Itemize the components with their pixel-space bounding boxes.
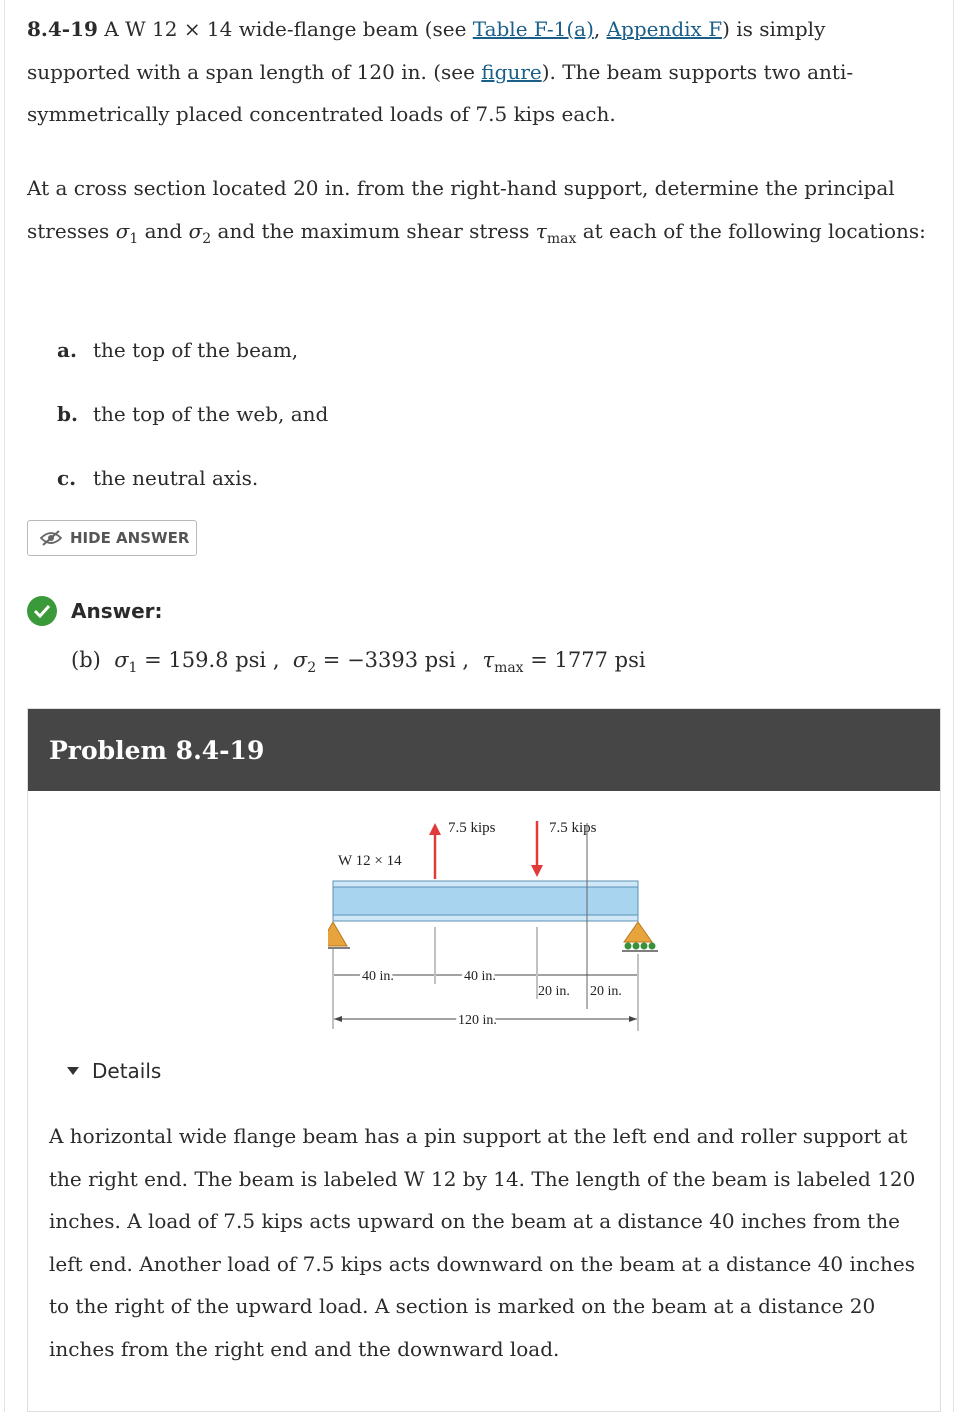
answer-label: Answer: — [71, 599, 163, 623]
sigma-1: $\sigma_1$ — [115, 218, 139, 247]
item-letter: c. — [57, 466, 77, 490]
figure-description: A horizontal wide flange beam has a pin support at the left end and roller support at the right end. The beam is labeled W 12 by 14. The length of the beam is labeled 120 inches. A load of 7.5 kips acts upward on the beam at a distance 40 inches from the left end. Another load of 7.5 kips acts downward on the beam at a distance 40 inches to the right of the upward load. A section is marked on the beam at a distance 20 inches from the right end and the downward load. — [49, 1124, 916, 1361]
beam-bottom-flange — [333, 915, 638, 921]
load-down-label: 7.5 kips — [549, 820, 597, 836]
dim-120: 120 in. — [458, 1013, 497, 1028]
roller — [641, 943, 648, 950]
question-part: at each of the following locations: — [576, 218, 926, 243]
details-label: Details — [92, 1059, 162, 1083]
problem-statement — [27, 8, 927, 136]
dim-20a: 20 in. — [538, 984, 570, 999]
roller — [649, 943, 656, 950]
dim-20b: 20 in. — [590, 984, 622, 999]
list-item — [57, 464, 258, 492]
caret-down-icon — [66, 1066, 80, 1076]
roller — [633, 943, 640, 950]
item-text: the neutral axis. — [93, 466, 259, 490]
question-part: and — [138, 218, 189, 243]
hide-answer-button[interactable] — [27, 520, 197, 556]
page — [4, 0, 954, 1412]
list-item — [57, 336, 298, 364]
answer-part: (b) — [71, 648, 101, 672]
eye-slash-icon — [40, 530, 62, 546]
appendix-link[interactable]: Appendix F — [606, 17, 723, 41]
question-part: At a cross section located 20 in. from the right-hand support, determine the principal stresses — [27, 176, 895, 243]
problem-text: , — [593, 17, 607, 41]
hide-answer-label: HIDE ANSWER — [70, 529, 190, 547]
load-up-label: 7.5 kips — [448, 820, 496, 836]
sigma-2: $\sigma_2$ — [188, 218, 212, 247]
pin-support — [328, 922, 347, 946]
dim-arrowhead — [334, 1016, 342, 1022]
problem-text: ). The beam supports two anti-symmetrically placed concentrated loads of 7.5 kips each. — [27, 59, 854, 126]
problem-text: ) is simply supported with a span length of 120 in. (see — [27, 17, 826, 84]
sigma2-value: −3393 psi — [347, 648, 456, 672]
beam-label: W 12 × 14 — [338, 853, 402, 869]
load-up-arrowhead — [429, 823, 441, 835]
item-letter: a. — [57, 338, 77, 362]
problem-text: A W 12 × 14 wide-flange beam (see — [104, 17, 473, 41]
question-text — [27, 167, 927, 260]
figure-link[interactable]: figure — [481, 59, 542, 84]
problem-number: 8.4-19 — [27, 17, 98, 41]
beam-figure — [328, 809, 668, 1039]
tau-max-value: 1777 psi — [554, 648, 646, 672]
panel-title: Problem 8.4-19 — [28, 709, 940, 791]
sigma1-value: 159.8 psi — [168, 648, 267, 672]
answer-header — [27, 596, 163, 626]
answer-value: (b) $\sigma_1 = 159.8$ psi , $\sigma_2 = -3393$ psi , $\tau_{max} = 1777$ psi — [71, 648, 646, 676]
question-part: and the maximum shear stress — [211, 218, 536, 243]
tau-max: $\tau_{max}$ — [535, 218, 577, 247]
roller — [625, 943, 632, 950]
list-item — [57, 400, 328, 428]
details-toggle[interactable] — [66, 1059, 161, 1083]
table-link[interactable]: Table F-1(a) — [472, 17, 594, 41]
dim-40a: 40 in. — [362, 969, 394, 984]
dim-arrowhead — [629, 1016, 637, 1022]
problem-panel — [27, 708, 941, 1412]
item-text: the top of the beam, — [93, 338, 299, 362]
dim-40b: 40 in. — [464, 969, 496, 984]
check-circle-icon — [27, 596, 57, 626]
item-letter: b. — [57, 402, 78, 426]
load-down-arrowhead — [531, 865, 543, 877]
roller-support — [624, 922, 652, 942]
item-text: the top of the web, and — [93, 402, 329, 426]
beam-top-flange — [333, 881, 638, 887]
